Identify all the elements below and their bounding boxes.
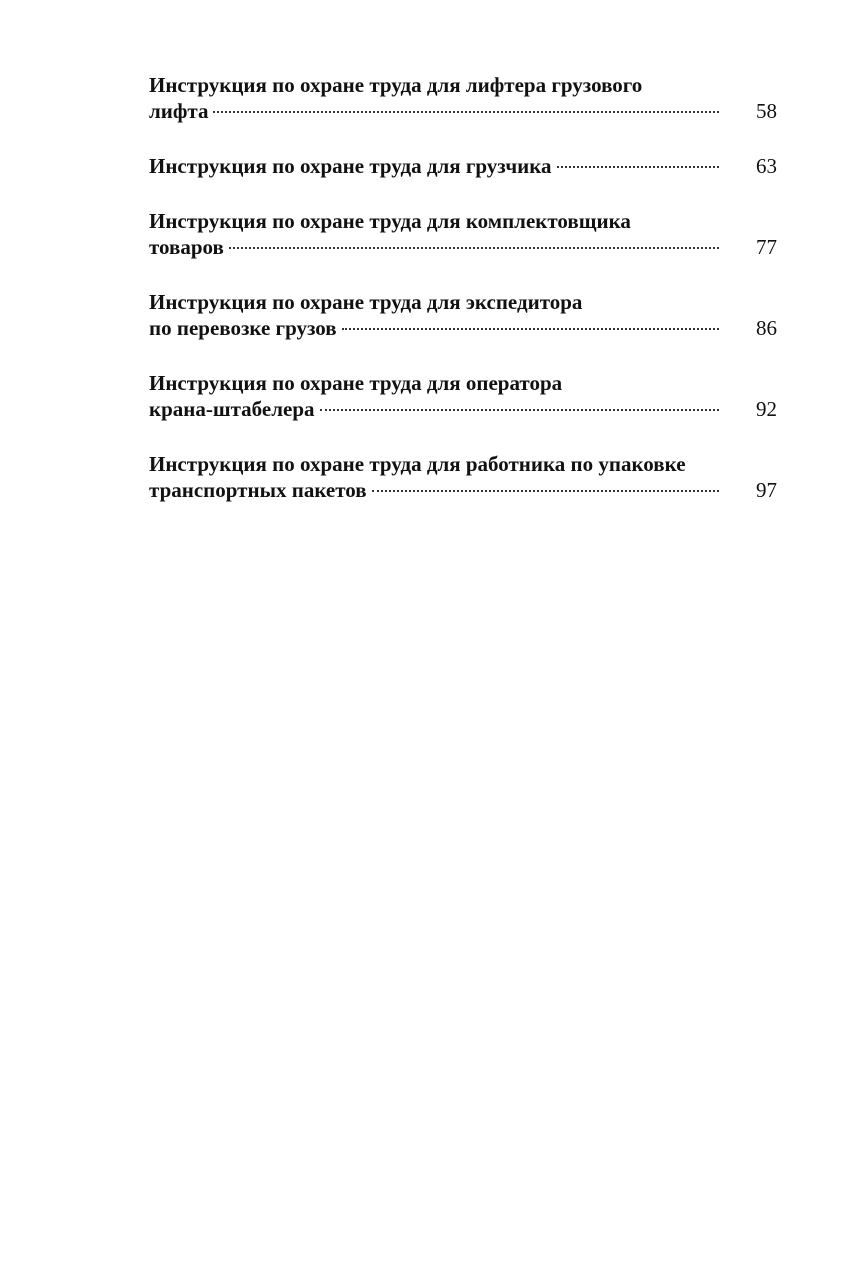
- toc-page-number: 86: [756, 316, 777, 340]
- toc-entry-title-line2: товаров: [149, 235, 224, 259]
- dot-leader: [320, 409, 720, 411]
- toc-entry-packaging-worker[interactable]: [149, 451, 777, 503]
- toc-entry-title-line2: крана-штабелера: [149, 397, 315, 421]
- dot-leader: [372, 490, 719, 492]
- toc-entry-title-line2-row: [149, 396, 719, 422]
- toc-entry-title-line1: Инструкция по охране труда для экспедитора: [149, 290, 583, 314]
- toc-entry-title-line1: Инструкция по охране труда для оператора: [149, 371, 563, 395]
- toc-entry-title-line2: Инструкция по охране труда для грузчика: [149, 154, 552, 178]
- toc-entry-title-line1: Инструкция по охране труда для комплектовщика: [149, 209, 631, 233]
- toc-entry-title-line2-row: [149, 234, 719, 260]
- toc-entry-freight-lift-operator[interactable]: [149, 72, 777, 124]
- toc-entry-title-line2-row: [149, 153, 719, 179]
- toc-entry-title-line1: Инструкция по охране труда для работника по упаковке: [149, 452, 686, 476]
- toc-page-number: 92: [756, 397, 777, 421]
- toc-page-number: 63: [756, 154, 777, 178]
- toc-entry-title-line1: Инструкция по охране труда для лифтера грузового: [149, 73, 643, 97]
- toc-page-number: 58: [756, 99, 777, 123]
- toc-entry-title: [149, 72, 719, 124]
- toc-entry-title-line2: транспортных пакетов: [149, 478, 367, 502]
- dot-leader: [213, 111, 719, 113]
- toc-entry-goods-picker[interactable]: [149, 208, 777, 260]
- toc-entry-title: [149, 153, 719, 179]
- toc-entry-title-line2: лифта: [149, 99, 209, 123]
- dot-leader: [229, 247, 719, 249]
- table-of-contents: [149, 72, 777, 532]
- toc-page-number: 77: [756, 235, 777, 259]
- toc-entry-loader[interactable]: [149, 153, 777, 179]
- toc-entry-title: [149, 451, 719, 503]
- toc-page-number: 97: [756, 478, 777, 502]
- toc-entry-freight-forwarder[interactable]: [149, 289, 777, 341]
- dot-leader: [557, 166, 719, 168]
- toc-entry-stacker-crane-operator[interactable]: [149, 370, 777, 422]
- toc-entry-title-line2-row: [149, 315, 719, 341]
- toc-entry-title-line2: по перевозке грузов: [149, 316, 337, 340]
- toc-entry-title: [149, 208, 719, 260]
- toc-entry-title: [149, 289, 719, 341]
- toc-entry-title-line2-row: [149, 477, 719, 503]
- toc-entry-title-line2-row: [149, 98, 719, 124]
- dot-leader: [342, 328, 719, 330]
- toc-entry-title: [149, 370, 719, 422]
